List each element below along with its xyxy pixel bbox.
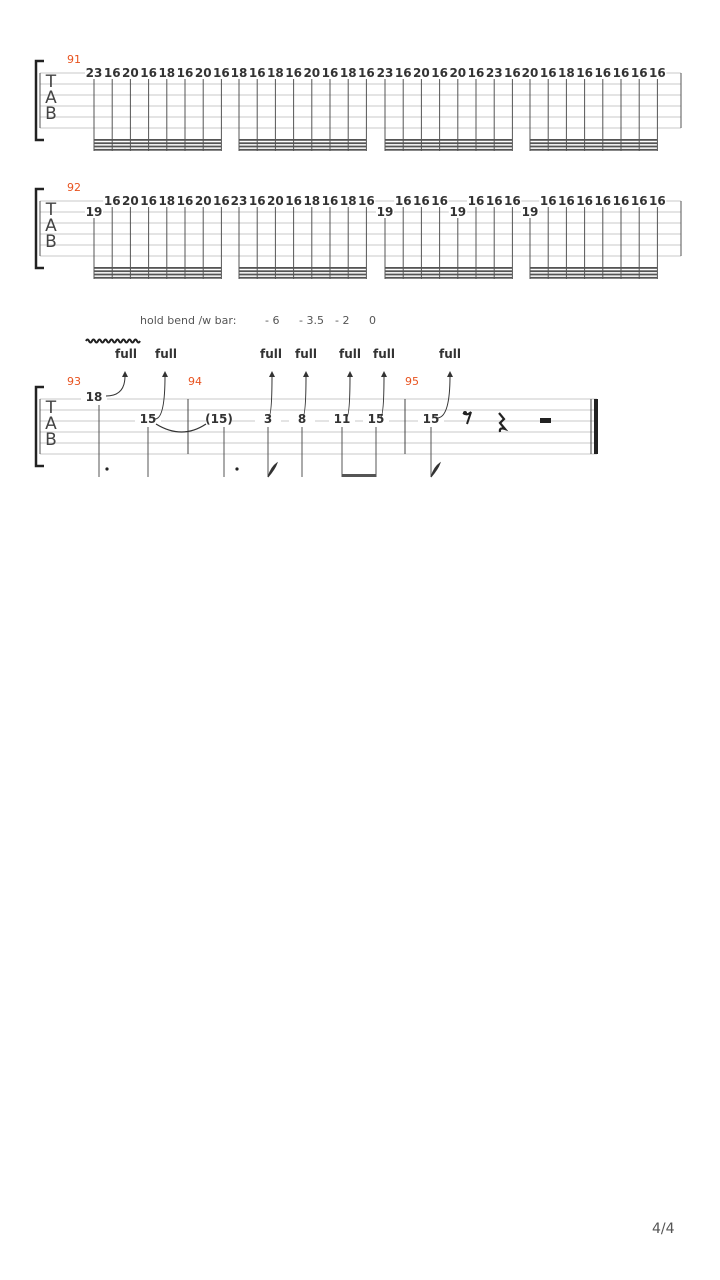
fret-number: 16	[358, 66, 375, 80]
fret-number: 16	[576, 66, 593, 80]
note-beam	[530, 267, 657, 269]
fret-number: 18	[158, 66, 176, 80]
bend-arrow-icon	[381, 371, 387, 377]
fret-number: 16	[612, 66, 630, 80]
fret-number: 20	[194, 194, 212, 208]
fret-number: (15)	[205, 412, 233, 426]
note-beam	[385, 139, 512, 141]
system-3-tab-letter: A	[45, 414, 57, 434]
fret-number: 16	[140, 66, 157, 80]
fret-number: 16	[248, 66, 266, 80]
fret-number: 16	[176, 66, 194, 80]
quarter-rest-icon	[499, 413, 505, 432]
note-beam	[239, 139, 366, 141]
system-2-tab-letter: B	[45, 232, 57, 252]
measure-number: 92	[67, 181, 81, 194]
fret-number: 16	[285, 66, 302, 80]
bend-label: full	[155, 347, 177, 361]
system-3-tab-letter: T	[45, 398, 57, 418]
bend-label: full	[295, 347, 317, 361]
fret-number: 18	[230, 66, 248, 80]
bend-label: full	[439, 347, 461, 361]
fret-number: 16	[594, 194, 612, 208]
whammy-value: - 6	[265, 314, 280, 327]
measure-number: 95	[405, 375, 419, 388]
system-1-tab-letter: T	[45, 72, 57, 92]
note-beam	[530, 142, 657, 144]
fret-number: 16	[467, 66, 485, 80]
fret-number: 16	[431, 194, 448, 208]
fret-number: 16	[612, 194, 630, 208]
page-number: 4/4	[652, 1221, 675, 1237]
whammy-value: - 2	[335, 314, 350, 327]
fret-number: 16	[485, 194, 503, 208]
note-beam	[530, 146, 657, 148]
bend-arrow-icon	[303, 371, 309, 377]
fret-number: 15	[422, 412, 440, 426]
note-beam	[94, 142, 221, 144]
fret-number: 15	[367, 412, 385, 426]
bend-curve	[106, 376, 125, 396]
fret-number: 19	[521, 205, 539, 219]
fret-number: 16	[649, 66, 666, 80]
fret-number: 3	[263, 412, 273, 426]
note-beam	[385, 277, 512, 279]
eighth-flag-icon	[431, 463, 440, 477]
fret-number: 16	[594, 66, 612, 80]
whammy-annotation: hold bend /w bar:	[140, 314, 237, 327]
half-rest-icon	[540, 418, 551, 423]
fret-number: 16	[213, 194, 230, 208]
whammy-value: - 3.5	[299, 314, 324, 327]
fret-number: 20	[122, 66, 139, 80]
fret-number: 16	[103, 66, 121, 80]
vibrato-icon	[86, 340, 140, 343]
eighth-flag-icon	[268, 463, 277, 477]
fret-number: 20	[122, 194, 139, 208]
fret-number: 16	[285, 194, 302, 208]
note-beam	[239, 274, 366, 276]
fret-number: 16	[539, 194, 557, 208]
fret-number: 11	[333, 412, 351, 426]
note-beam	[239, 270, 366, 272]
note-beam	[94, 149, 221, 151]
note-beam	[530, 274, 657, 276]
note-beam	[94, 270, 221, 272]
fret-number: 19	[376, 205, 394, 219]
system-2-tab-letter: A	[45, 216, 57, 236]
note-beam	[530, 139, 657, 141]
fret-number: 16	[413, 194, 430, 208]
fret-number: 16	[248, 194, 266, 208]
fret-number: 16	[394, 66, 412, 80]
note-beam	[239, 146, 366, 148]
fret-number: 18	[85, 390, 103, 404]
fret-number: 20	[413, 66, 430, 80]
note-beam	[385, 274, 512, 276]
bend-arrow-icon	[162, 371, 168, 377]
note-beam	[530, 270, 657, 272]
fret-number: 16	[176, 194, 194, 208]
bend-label: full	[339, 347, 361, 361]
system-1-tab-letter: B	[45, 104, 57, 124]
fret-number: 23	[85, 66, 103, 80]
fret-number: 16	[504, 66, 521, 80]
fret-number: 16	[431, 66, 448, 80]
fret-number: 16	[213, 66, 230, 80]
fret-number: 16	[321, 194, 339, 208]
system-2-tab-letter: T	[45, 200, 57, 220]
bend-arrow-icon	[347, 371, 353, 377]
fret-number: 16	[576, 194, 593, 208]
fret-number: 20	[449, 66, 467, 80]
measure-number: 93	[67, 375, 81, 388]
eighth-rest-dot	[463, 411, 467, 415]
note-beam	[94, 267, 221, 269]
fret-number: 20	[267, 194, 284, 208]
fret-number: 23	[376, 66, 394, 80]
fret-number: 19	[85, 205, 103, 219]
fret-number: 18	[267, 66, 284, 80]
fret-number: 16	[630, 66, 648, 80]
note-beam	[239, 277, 366, 279]
rhythm-dot	[105, 467, 108, 470]
note-beam	[94, 146, 221, 148]
fret-number: 16	[394, 194, 412, 208]
note-beam	[239, 142, 366, 144]
note-beam	[94, 139, 221, 141]
rhythm-dot	[235, 467, 238, 470]
note-beam	[342, 474, 376, 477]
fret-number: 18	[158, 194, 176, 208]
fret-number: 16	[649, 194, 666, 208]
note-beam	[385, 142, 512, 144]
note-beam	[530, 149, 657, 151]
fret-number: 16	[539, 66, 557, 80]
fret-number: 8	[297, 412, 307, 426]
fret-number: 20	[303, 66, 321, 80]
final-bar-thick	[594, 399, 598, 454]
fret-number: 16	[630, 194, 648, 208]
fret-number: 16	[558, 194, 575, 208]
fret-number: 20	[194, 66, 212, 80]
note-beam	[94, 277, 221, 279]
bend-label: full	[115, 347, 137, 361]
note-beam	[239, 267, 366, 269]
fret-number: 16	[358, 194, 375, 208]
fret-number: 18	[339, 66, 357, 80]
fret-number: 18	[558, 66, 575, 80]
note-beam	[385, 146, 512, 148]
fret-number: 19	[449, 205, 467, 219]
bend-arrow-icon	[122, 371, 128, 377]
note-beam	[94, 274, 221, 276]
note-beam	[385, 270, 512, 272]
bend-arrow-icon	[269, 371, 275, 377]
whammy-value: 0	[369, 314, 376, 327]
tie-curve	[156, 424, 206, 432]
fret-number: 16	[140, 194, 157, 208]
note-beam	[385, 267, 512, 269]
bend-label: full	[260, 347, 282, 361]
bend-label: full	[373, 347, 395, 361]
fret-number: 18	[303, 194, 321, 208]
bend-arrow-icon	[447, 371, 453, 377]
fret-number: 16	[321, 66, 339, 80]
system-3-tab-letter: B	[45, 430, 57, 450]
measure-number: 94	[188, 375, 202, 388]
fret-number: 23	[485, 66, 503, 80]
fret-number: 23	[230, 194, 248, 208]
note-beam	[239, 149, 366, 151]
fret-number: 20	[521, 66, 539, 80]
fret-number: 16	[504, 194, 521, 208]
measure-number: 91	[67, 53, 81, 66]
fret-number: 16	[467, 194, 485, 208]
fret-number: 15	[139, 412, 157, 426]
note-beam	[385, 149, 512, 151]
fret-number: 18	[339, 194, 357, 208]
note-beam	[530, 277, 657, 279]
fret-number: 16	[103, 194, 121, 208]
system-1-tab-letter: A	[45, 88, 57, 108]
